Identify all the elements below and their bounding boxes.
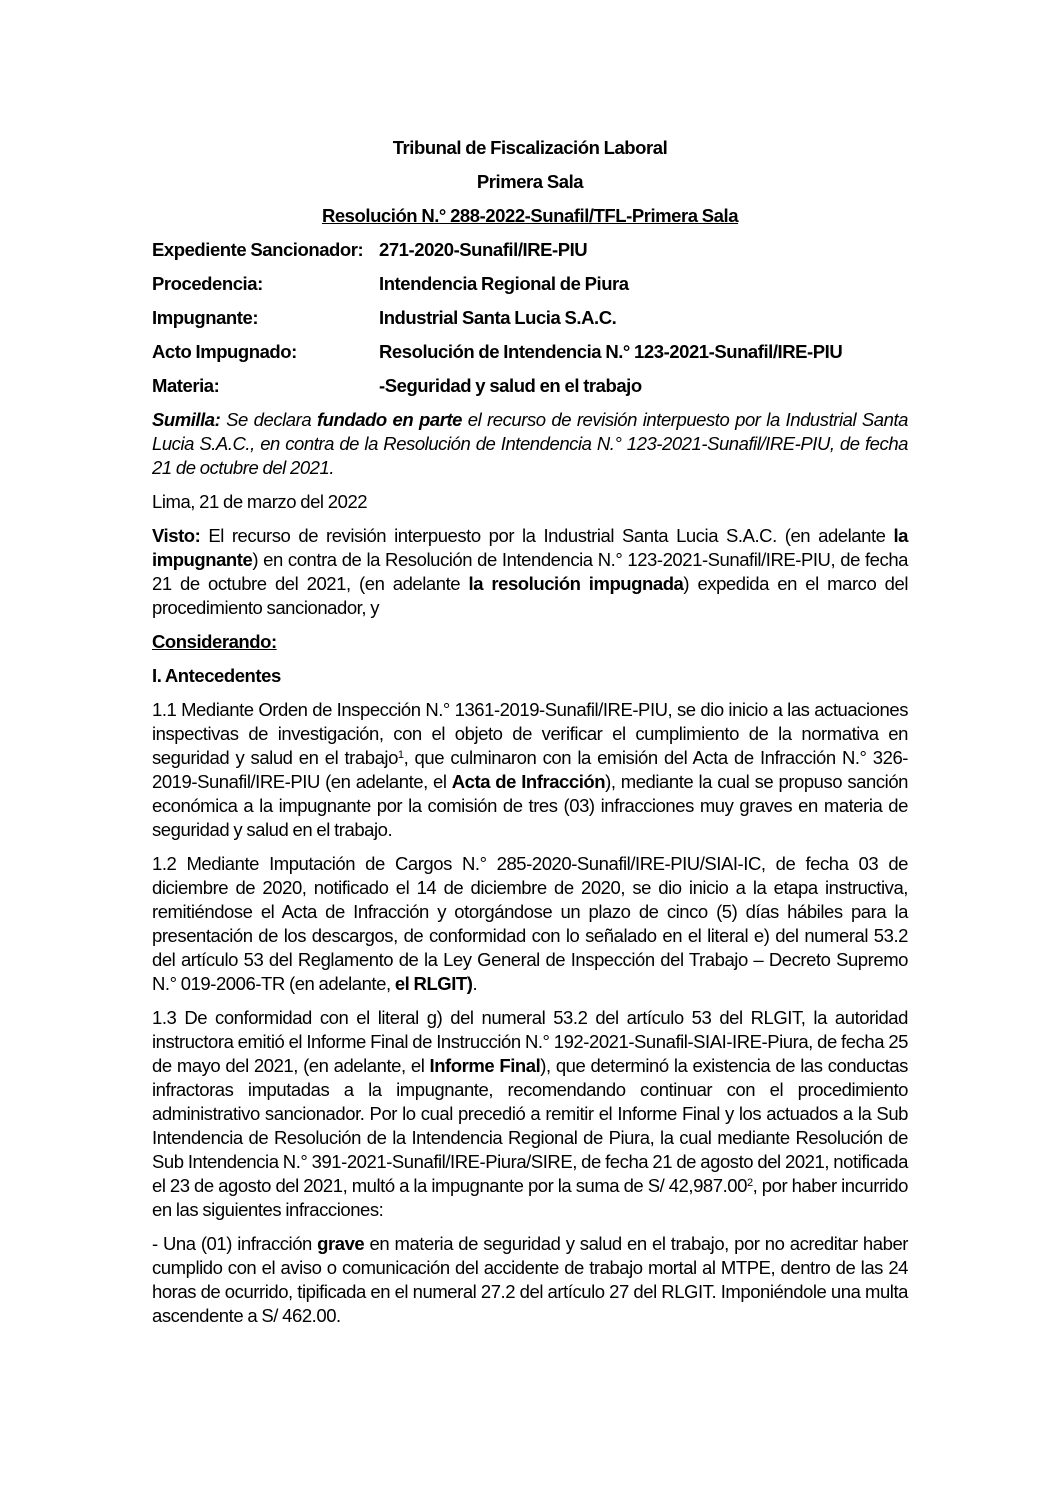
paragraph-text: ), que determinó la existencia de las conductas infractoras imputadas a la impugnante, recomendando continuar con el procedimiento administrativo sancionador. Por lo cual precedió a remitir el Informe Final y los actuados a la Sub Intendencia de Resolución de la Intendencia Regional de Piura, la cual mediante Resolución de Sub Intendencia N.° 391-2021-Sunafil/IRE-Piura/SIRE, de fecha 21 de agosto del 2021, notificada el 23 de agosto del 2021, multó a la impugnante por la suma de S/ 42,987.00 [152, 1055, 908, 1196]
paragraph-bold: Acta de Infracción [451, 771, 606, 792]
date-line: Lima, 21 de marzo del 2022 [152, 491, 368, 512]
tribunal-heading: Tribunal de Fiscalización Laboral [392, 137, 668, 158]
resolution-title: Resolución N.° 288-2022-Sunafil/TFL-Primera Sala [321, 205, 739, 226]
sala-heading: Primera Sala [476, 171, 584, 192]
visto-bold: la resolución impugnada [468, 573, 684, 594]
meta-materia [152, 374, 908, 398]
paragraph-text: , que culminaron con la emisión del Acta de Infracción N.° 326-2019-Sunafil/IRE-PIU (en adelante, el [152, 747, 908, 792]
meta-acto-impugnado [152, 340, 908, 364]
meta-value: Industrial Santa Lucia S.A.C. [379, 307, 617, 328]
paragraph-bold: el RLGIT) [394, 973, 473, 994]
section-heading: I. Antecedentes [152, 665, 281, 686]
paragraph-text: , por haber incurrido en las siguientes infracciones: [152, 1175, 908, 1220]
meta-label: Impugnante: [152, 307, 259, 328]
paragraph-text: 1.3 De conformidad con el literal g) del numeral 53.2 del artículo 53 del RLGIT, la autoridad instructora emitió el Informe Final de Instrucción N.° 192-2021-Sunafil-SIAI-IRE-Piura, de fecha 25 de mayo del 2021, (en adelante, el [152, 1007, 908, 1076]
infraction-item [152, 1232, 908, 1328]
paragraph-1-2 [152, 852, 908, 996]
meta-value: Resolución de Intendencia N.° 123-2021-Sunafil/IRE-PIU [379, 341, 843, 362]
paragraph-text: 1.1 Mediante Orden de Inspección N.° 1361-2019-Sunafil/IRE-PIU, se dio inicio a las actuaciones inspectivas de investigación, con el objeto de verificar el cumplimiento de la normativa en seguridad y salud en el trabajo [152, 699, 908, 768]
paragraph-text: ), mediante la cual se propuso sanción económica a la impugnante por la comisión de tres (03) infracciones muy graves en materia de seguridad y salud en el trabajo. [152, 771, 908, 840]
paragraph-text: - Una (01) infracción [152, 1233, 318, 1254]
meta-impugnante [152, 306, 908, 330]
document-body [152, 136, 908, 1338]
meta-label: Procedencia: [152, 273, 263, 294]
sumilla-paragraph [152, 408, 908, 480]
footnote-ref: 1 [397, 749, 404, 761]
visto-text: El recurso de revisión interpuesto por la Industrial Santa Lucia S.A.C. (en adelante [200, 525, 894, 546]
considerando-heading: Considerando: [152, 631, 277, 652]
meta-procedencia [152, 272, 908, 296]
visto-paragraph [152, 524, 908, 620]
footnote-ref: 2 [746, 1177, 753, 1189]
paragraph-1-3 [152, 1006, 908, 1222]
paragraph-text: . [472, 973, 478, 994]
meta-value: Intendencia Regional de Piura [379, 273, 629, 294]
meta-label: Materia: [152, 375, 220, 396]
paragraph-1-1 [152, 698, 908, 842]
paragraph-bold: grave [317, 1233, 365, 1254]
meta-expediente [152, 238, 908, 262]
sumilla-text: el recurso de revisión interpuesto por la Industrial Santa Lucia S.A.C., en contra de la Resolución de Intendencia N.° 123-2021-Sunafil/IRE-PIU, de fecha 21 de octubre del 2021. [152, 409, 908, 478]
meta-value: 271-2020-Sunafil/IRE-PIU [379, 239, 588, 260]
meta-label: Expediente Sancionador: [152, 239, 364, 260]
visto-label: Visto: [152, 525, 201, 546]
meta-value: -Seguridad y salud en el trabajo [379, 375, 642, 396]
visto-bold: la impugnante [152, 525, 908, 570]
meta-label: Acto Impugnado: [152, 341, 297, 362]
visto-text: ) en contra de la Resolución de Intendencia N.° 123-2021-Sunafil/IRE-PIU, de fecha 21 de octubre del 2021, (en adelante [152, 549, 908, 594]
paragraph-text: 1.2 Mediante Imputación de Cargos N.° 285-2020-Sunafil/IRE-PIU/SIAI-IC, de fecha 03 de diciembre de 2020, notificado el 14 de diciembre de 2020, se dio inicio a la etapa instructiva, remitiéndose el Acta de Infracción y otorgándose un plazo de cinco (5) días hábiles para la presentación de los descargos, de conformidad con lo señalado en el literal e) del numeral 53.2 del artículo 53 del Reglamento de la Ley General de Inspección del Trabajo – Decreto Supremo N.° 019-2006-TR (en adelante, [152, 853, 908, 994]
sumilla-bold: fundado en parte [316, 409, 462, 430]
sumilla-text: Se declara [220, 409, 317, 430]
paragraph-bold: Informe Final [429, 1055, 541, 1076]
paragraph-text: en materia de seguridad y salud en el trabajo, por no acreditar haber cumplido con el aviso o comunicación del accidente de trabajo mortal al MTPE, dentro de las 24 horas de ocurrido, tipificada en el numeral 27.2 del artículo 27 del RLGIT. Imponiéndole una multa ascendente a S/ 462.00. [152, 1233, 908, 1326]
sumilla-label: Sumilla: [152, 409, 221, 430]
visto-text: ) expedida en el marco del procedimiento sancionador, y [152, 573, 908, 618]
